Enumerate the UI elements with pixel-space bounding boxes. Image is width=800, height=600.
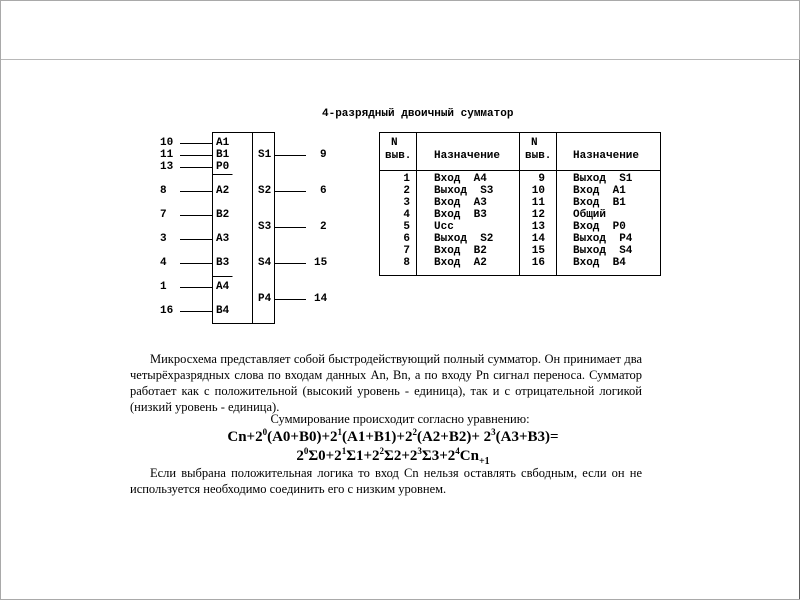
- table-cell-num: 15: [531, 245, 545, 257]
- pin-label: P0: [216, 161, 230, 173]
- pin-number: 3: [160, 233, 167, 245]
- table-cell-desc: Вход A3: [434, 197, 487, 209]
- table-cell-desc: Вход B2: [434, 245, 487, 257]
- pin-number: 11: [160, 149, 174, 161]
- pin-number: 8: [160, 185, 167, 197]
- pin-label: S2: [258, 185, 272, 197]
- pin-number: 1: [160, 281, 167, 293]
- pin-label: B3: [216, 257, 230, 269]
- table-cell-num: 10: [531, 185, 545, 197]
- table-cell-num: 9: [538, 173, 545, 185]
- table-cell-desc: Вход A1: [573, 185, 626, 197]
- table-cell-desc: Выход P4: [573, 233, 633, 245]
- table-cell-num: 7: [403, 245, 410, 257]
- pin-number: 16: [160, 305, 174, 317]
- table-header-num: выв.: [525, 150, 552, 162]
- table-cell-num: 1: [403, 173, 410, 185]
- table-cell-num: 4: [403, 209, 410, 221]
- table-header-purpose: Назначение: [573, 150, 640, 162]
- equation-line-1: $Cn+2^0(A0+B0)+2^1(A1+B1)+2^2(A2+B2)+ 2^3(A3+B3)=$: [227, 427, 559, 445]
- pin-number: 9: [320, 149, 327, 161]
- pin-number: 15: [314, 257, 328, 269]
- pin-number: 6: [320, 185, 327, 197]
- table-cell-num: 3: [403, 197, 410, 209]
- pin-label: A3: [216, 233, 230, 245]
- equation-intro: Суммирование происходит согласно уравнению:: [270, 412, 530, 426]
- diagram-title: 4-разрядный двоичный сумматор: [322, 108, 514, 120]
- pin-label: S1: [258, 149, 272, 161]
- pin-label: B1: [216, 149, 230, 161]
- table-header-num: выв.: [385, 150, 412, 162]
- description-text: Микросхема представляет собой быстродействующий полный сумматор. Он принимает два четырёхразрядных слова по входам данных An, Bn, а по входу Pn сигнал переноса. Сумматор работает как с положительной (высокий уровень - единица), так и с отрицательной логикой (низкий уровень - единица).: [130, 352, 642, 414]
- pin-number: 4: [160, 257, 167, 269]
- table-cell-desc: Вход B4: [573, 257, 626, 269]
- table-cell-desc: Ucc: [434, 221, 454, 233]
- table-cell-num: 2: [403, 185, 410, 197]
- pin-number: 13: [160, 161, 174, 173]
- table-cell-num: 8: [403, 257, 410, 269]
- logic-note-paragraph: [130, 465, 642, 497]
- table-cell-num: 13: [531, 221, 545, 233]
- pin-number: 7: [160, 209, 167, 221]
- table-cell-desc: Вход A4: [434, 173, 487, 185]
- pin-number: 14: [314, 293, 328, 305]
- table-cell-desc: Выход S1: [573, 173, 633, 185]
- table-cell-num: 12: [531, 209, 545, 221]
- table-cell-desc: Вход P0: [573, 221, 626, 233]
- pin-label: S3: [258, 221, 272, 233]
- description-paragraph: [130, 351, 642, 415]
- table-cell-desc: Вход B1: [573, 197, 626, 209]
- table-cell-desc: Вход B3: [434, 209, 487, 221]
- table-cell-num: 6: [403, 233, 410, 245]
- table-cell-desc: Выход S4: [573, 245, 633, 257]
- pin-label: P4: [258, 293, 272, 305]
- equation-line-2: $2^0\Sigma 0+2^1\Sigma 1+2^2\Sigma 2+2^3\Sigma 3+2^4Cn_{+1}$: [296, 446, 490, 467]
- table-cell-num: 5: [403, 221, 410, 233]
- pin-label: S4: [258, 257, 272, 269]
- table-cell-num: 16: [531, 257, 545, 269]
- table-cell-desc: Выход S3: [434, 185, 494, 197]
- pin-label: A2: [216, 185, 230, 197]
- pin-label: B2: [216, 209, 230, 221]
- table-cell-desc: Выход S2: [434, 233, 494, 245]
- pin-number: 2: [320, 221, 327, 233]
- pin-label: B4: [216, 305, 230, 317]
- pin-label: A1: [216, 137, 230, 149]
- pin-label: A4: [216, 281, 230, 293]
- table-cell-desc: Вход A2: [434, 257, 487, 269]
- logic-note-text: Если выбрана положительная логика то вход Cn нельзя оставлять свбодным, если он не используется необходимо соединить его с низким уровнем.: [130, 466, 642, 496]
- table-header-num: N: [391, 137, 398, 149]
- table-cell-num: 14: [531, 233, 545, 245]
- table-header-purpose: Назначение: [434, 150, 501, 162]
- table-cell-desc: Общий: [573, 209, 607, 221]
- table-header-num: N: [531, 137, 538, 149]
- table-cell-num: 11: [531, 197, 545, 209]
- pin-number: 10: [160, 137, 174, 149]
